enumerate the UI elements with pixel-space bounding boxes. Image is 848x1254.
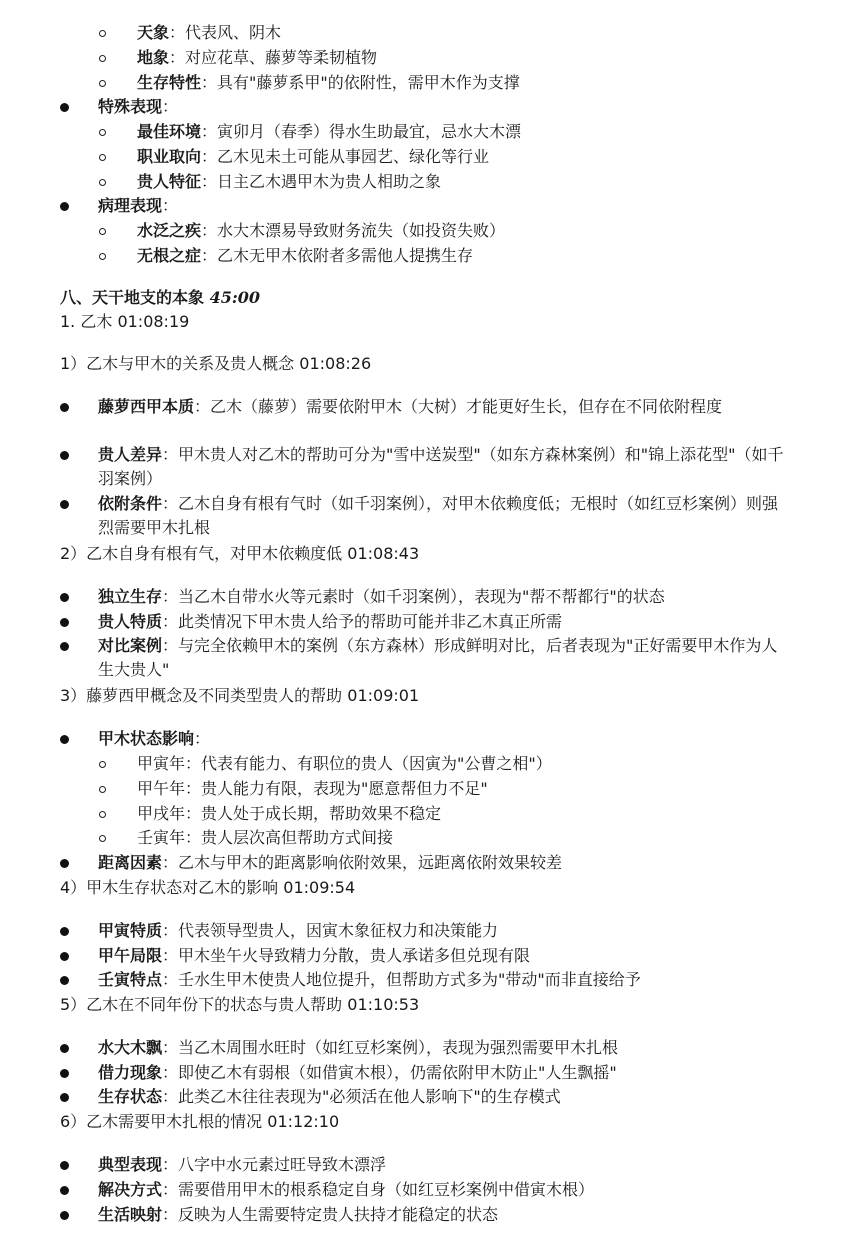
bullet-icon <box>60 593 69 602</box>
item-text: 壬寅年：贵人层次高但帮助方式间接 <box>137 828 394 847</box>
list-item <box>0 851 788 875</box>
item-term: 依附条件 <box>98 494 163 513</box>
item-text: 甲戌年：贵人处于成长期，帮助效果不稳定 <box>137 804 442 823</box>
item-colon: ： <box>162 97 179 116</box>
item-desc: ：乙木（藤萝）需要依附甲木（大树）才能更好生长，但存在不同依附程度 <box>194 397 723 416</box>
circle-bullet-icon <box>99 253 106 260</box>
item-desc: ：需要借用甲木的根系稳定自身（如红豆杉案例中借寅木根） <box>162 1180 595 1199</box>
section-heading: 1）乙木与甲木的关系及贵人概念 01:08:26 <box>60 354 372 373</box>
item-desc: ：乙木见未土可能从事园艺、绿化等行业 <box>201 147 490 166</box>
item-term: 解决方式 <box>98 1180 163 1199</box>
item-desc: ：水大木漂易导致财务流失（如投资失败） <box>201 221 506 240</box>
list-item <box>0 244 797 268</box>
circle-bullet-icon <box>99 228 106 235</box>
section-heading: 3）藤萝西甲概念及不同类型贵人的帮助 01:09:01 <box>60 686 420 705</box>
bullet-icon <box>60 1093 69 1102</box>
circle-bullet-icon <box>99 761 106 768</box>
circle-bullet-icon <box>99 55 106 62</box>
list-item <box>0 944 788 968</box>
item-term: 生存状态 <box>98 1087 163 1106</box>
bullet-icon <box>60 618 69 627</box>
item-term: 甲寅特质 <box>98 921 163 940</box>
item-term: 水大木飘 <box>98 1038 163 1057</box>
item-term: 贵人差异 <box>98 445 163 464</box>
list-item <box>0 752 797 776</box>
circle-bullet-icon <box>99 786 106 793</box>
circle-bullet-icon <box>99 129 106 136</box>
list-item <box>0 919 788 943</box>
item-desc: ：甲木坐午火导致精力分散，贵人承诺多但兑现有限 <box>162 946 531 965</box>
item-desc: ：代表领导型贵人，因寅木象征权力和决策能力 <box>162 921 499 940</box>
list-item <box>0 634 788 682</box>
item-desc: ：甲木贵人对乙木的帮助可分为"雪中送炭型"（如东方森林案例）和"锦上添花型"（如千羽案例） <box>98 445 784 488</box>
item-term: 距离因素 <box>98 853 163 872</box>
item-desc: ：与完全依赖甲木的案例（东方森林）形成鲜明对比，后者表现为"正好需要甲木作为人生大贵人" <box>98 636 778 679</box>
item-term: 生活映射 <box>98 1205 163 1224</box>
list-item <box>0 1061 788 1085</box>
bullet-icon <box>60 1161 69 1170</box>
item-term: 借力现象 <box>98 1063 163 1082</box>
circle-bullet-icon <box>99 80 106 87</box>
item-term: 无根之症 <box>137 246 202 265</box>
bullet-icon <box>60 927 69 936</box>
item-desc: ：具有"藤萝系甲"的依附性，需甲木作为支撑 <box>201 73 520 92</box>
section-heading: 5）乙木在不同年份下的状态与贵人帮助 01:10:53 <box>60 995 420 1014</box>
item-colon: ： <box>194 729 211 748</box>
list-item <box>0 1153 788 1177</box>
circle-bullet-icon <box>99 179 106 186</box>
section-heading: 4）甲木生存状态对乙木的影响 01:09:54 <box>60 878 356 897</box>
bullet-icon <box>60 202 69 211</box>
item-text: 甲寅年：代表有能力、有职位的贵人（因寅为"公曹之相"） <box>137 754 552 773</box>
bullet-icon <box>60 859 69 868</box>
item-desc: ：对应花草、藤萝等柔韧植物 <box>169 48 378 67</box>
list-item <box>0 492 788 540</box>
list-item <box>0 826 797 850</box>
list-item <box>0 1203 788 1227</box>
item-term: 水泛之疾 <box>137 221 202 240</box>
bullet-icon <box>60 1069 69 1078</box>
item-term: 最佳环境 <box>137 122 202 141</box>
bullet-icon <box>60 500 69 509</box>
list-item <box>0 610 788 634</box>
item-term: 贵人特征 <box>137 172 202 191</box>
circle-bullet-icon <box>99 811 106 818</box>
bullet-icon <box>60 103 69 112</box>
list-item <box>0 145 797 169</box>
list-item <box>0 219 797 243</box>
item-term: 典型表现 <box>98 1155 163 1174</box>
list-item <box>0 46 797 70</box>
item-term: 藤萝西甲本质 <box>98 397 195 416</box>
list-item <box>0 1036 788 1060</box>
circle-bullet-icon <box>99 154 106 161</box>
circle-bullet-icon <box>99 835 106 842</box>
bullet-icon <box>60 451 69 460</box>
item-term: 病理表现 <box>98 196 163 215</box>
item-term: 壬寅特点 <box>98 970 163 989</box>
bullet-icon <box>60 735 69 744</box>
item-desc: ：寅卯月（春季）得水生助最宜，忌水大木漂 <box>201 122 522 141</box>
bullet-icon <box>60 642 69 651</box>
list-item <box>0 21 797 45</box>
item-desc: ：反映为人生需要特定贵人扶持才能稳定的状态 <box>162 1205 499 1224</box>
list-item <box>0 71 797 95</box>
item-desc: ：日主乙木遇甲木为贵人相助之象 <box>201 172 442 191</box>
section-heading: 6）乙木需要甲木扎根的情况 01:12:10 <box>60 1112 340 1131</box>
item-desc: ：此类情况下甲木贵人给予的帮助可能并非乙木真正所需 <box>162 612 563 631</box>
list-item <box>0 395 788 419</box>
item-desc: ：八字中水元素过旺导致木漂浮 <box>162 1155 387 1174</box>
item-term: 生存特性 <box>137 73 202 92</box>
list-item <box>0 120 797 144</box>
topic-heading: 1. 乙木 01:08:19 <box>60 312 190 331</box>
chapter-heading <box>0 286 848 310</box>
circle-bullet-icon <box>99 30 106 37</box>
list-item <box>0 968 788 992</box>
chapter-title: 八、天干地支的本象 <box>60 288 210 307</box>
bullet-icon <box>60 1044 69 1053</box>
item-term: 职业取向 <box>137 147 202 166</box>
item-term: 地象 <box>137 48 170 67</box>
section-heading: 2）乙木自身有根有气，对甲木依赖度低 01:08:43 <box>60 544 420 563</box>
bullet-icon <box>60 976 69 985</box>
list-item-jia-state <box>0 727 788 751</box>
item-text: 甲午年：贵人能力有限，表现为"愿意帮但力不足" <box>137 779 488 798</box>
item-term: 独立生存 <box>98 587 163 606</box>
list-item <box>0 802 797 826</box>
bullet-icon <box>60 952 69 961</box>
item-desc: ：即使乙木有弱根（如借寅木根），仍需依附甲木防止"人生飘摇" <box>162 1063 617 1082</box>
list-item <box>0 443 788 491</box>
list-item <box>0 585 788 609</box>
item-desc: ：乙木无甲木依附者多需他人提携生存 <box>201 246 474 265</box>
item-term: 特殊表现 <box>98 97 163 116</box>
item-desc: ：壬水生甲木使贵人地位提升，但帮助方式多为"带动"而非直接给予 <box>162 970 641 989</box>
item-term: 贵人特质 <box>98 612 163 631</box>
bullet-icon <box>60 403 69 412</box>
item-term: 对比案例 <box>98 636 163 655</box>
item-term: 甲木状态影响 <box>98 729 195 748</box>
chapter-time: 45:00 <box>209 288 261 307</box>
item-desc: ：乙木与甲木的距离影响依附效果，远距离依附效果较差 <box>162 853 563 872</box>
list-item <box>0 1085 788 1109</box>
item-desc: ：此类乙木往往表现为"必须活在他人影响下"的生存模式 <box>162 1087 561 1106</box>
item-desc: ：当乙木周围水旺时（如红豆杉案例），表现为强烈需要甲木扎根 <box>162 1038 619 1057</box>
list-item-pathology <box>0 194 788 218</box>
item-desc: ：当乙木自带水火等元素时（如千羽案例），表现为"帮不帮都行"的状态 <box>162 587 665 606</box>
list-item <box>0 170 797 194</box>
item-desc: ：代表风、阴木 <box>169 23 282 42</box>
bullet-icon <box>60 1186 69 1195</box>
item-term: 甲午局限 <box>98 946 163 965</box>
bullet-icon <box>60 1211 69 1220</box>
list-item <box>0 1178 788 1202</box>
list-item-special <box>0 95 788 119</box>
list-item <box>0 777 797 801</box>
item-colon: ： <box>162 196 179 215</box>
item-desc: ：乙木自身有根有气时（如千羽案例），对甲木依赖度低；无根时（如红豆杉案例）则强烈需要甲木扎根 <box>98 494 779 537</box>
item-term: 天象 <box>137 23 170 42</box>
